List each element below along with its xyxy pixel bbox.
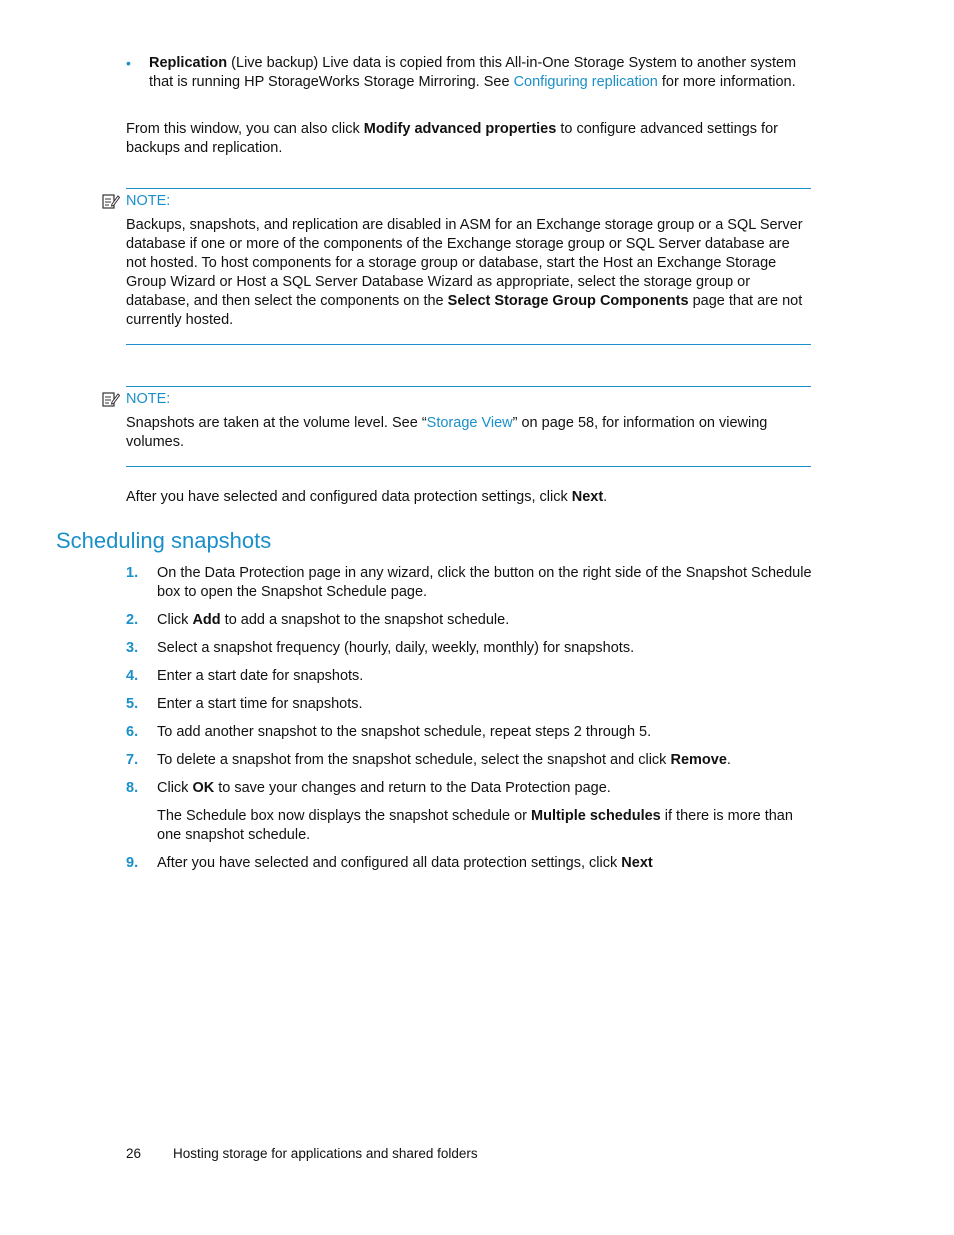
step-number: 8. bbox=[126, 780, 139, 796]
step-bold: Add bbox=[192, 612, 221, 628]
section-heading: Scheduling snapshots bbox=[56, 528, 272, 553]
paragraph-modify-advanced bbox=[126, 120, 816, 158]
step-text-part: to save your changes and return to the Data Protection page. bbox=[214, 780, 611, 796]
list-item bbox=[126, 667, 816, 686]
note-header bbox=[102, 191, 170, 211]
step-number: 6. bbox=[126, 724, 139, 740]
list-item bbox=[126, 723, 816, 742]
note-rule-top bbox=[126, 188, 811, 189]
note-text: Backups, snapshots, and replication are disabled in ASM for an Exchange storage group or a SQL Server database if one or more of the components of the Exchange storage group or SQL Server database are not hosted. To host components for a storage group or database, start the Host an Exchange Storage Group Wizard or Host a SQL Server Database Wizard as appropriate, select the storage group or database, and then select the components on the bbox=[126, 217, 803, 309]
note-pencil-icon bbox=[102, 391, 120, 407]
para-text: to configure advanced settings for backups and replication. bbox=[126, 121, 778, 156]
para-bold: Next bbox=[571, 489, 604, 505]
note-rule-top bbox=[126, 386, 811, 387]
step-text bbox=[157, 564, 816, 602]
step-text bbox=[157, 723, 816, 742]
note-body bbox=[126, 216, 811, 330]
note-label: NOTE: bbox=[126, 192, 171, 209]
note-body bbox=[126, 414, 811, 452]
note-box-2 bbox=[102, 386, 811, 470]
note-pencil-icon bbox=[102, 193, 120, 209]
list-item bbox=[126, 854, 816, 873]
step-text-part: The Schedule box now displays the snapshot schedule or bbox=[157, 808, 532, 824]
step-text-part: Click bbox=[157, 612, 193, 628]
step-text bbox=[157, 779, 816, 798]
configuring-replication-link[interactable]: Configuring replication bbox=[513, 74, 658, 90]
note-box-1 bbox=[102, 188, 811, 346]
step-text-part: Select a snapshot frequency (hourly, daily, weekly, monthly) for snapshots. bbox=[157, 640, 635, 656]
step-number: 2. bbox=[126, 612, 139, 628]
step-bold: Multiple schedules bbox=[531, 808, 661, 824]
step-text bbox=[157, 639, 816, 658]
note-rule-bottom bbox=[126, 466, 811, 467]
step-number: 3. bbox=[126, 640, 139, 656]
list-item bbox=[126, 639, 816, 658]
step-text-part: . bbox=[726, 752, 731, 768]
bullet-marker: • bbox=[126, 55, 131, 71]
bullet-text-part: for more information. bbox=[657, 74, 796, 90]
list-item bbox=[126, 751, 816, 770]
note-label: NOTE: bbox=[126, 390, 171, 407]
step-text-part: Enter a start time for snapshots. bbox=[157, 696, 363, 712]
para-text: After you have selected and configured data protection settings, click bbox=[126, 489, 572, 505]
page-footer bbox=[126, 1144, 478, 1163]
note-text: ” on page 58, for information on viewing volumes. bbox=[126, 415, 768, 450]
page-number: 26 bbox=[126, 1146, 142, 1161]
list-item bbox=[126, 695, 816, 714]
bullet-text bbox=[149, 54, 816, 92]
step-text bbox=[157, 751, 816, 770]
step-text-part: To delete a snapshot from the snapshot schedule, select the snapshot and click bbox=[157, 752, 671, 768]
step-text-part: To add another snapshot to the snapshot schedule, repeat steps 2 through 5. bbox=[157, 724, 652, 740]
note-rule-bottom bbox=[126, 344, 811, 345]
step-number: 9. bbox=[126, 855, 139, 871]
list-item bbox=[126, 779, 816, 845]
note-bold: Select Storage Group Components bbox=[447, 293, 689, 309]
list-item bbox=[126, 564, 816, 602]
step-text-part: On the Data Protection page in any wizard, click the button on the right side of the Snapshot Schedule box to open the Snapshot Schedule page. bbox=[157, 565, 812, 600]
step-bold: OK bbox=[192, 780, 215, 796]
para-text: . bbox=[603, 489, 608, 505]
step-text bbox=[157, 695, 816, 714]
steps-list bbox=[126, 564, 816, 882]
step-text bbox=[157, 854, 816, 873]
step-number: 7. bbox=[126, 752, 139, 768]
step-text-part: Click bbox=[157, 780, 193, 796]
step-number: 5. bbox=[126, 696, 139, 712]
bullet-text-part: (Live backup) Live data is copied from this All-in-One Storage System to another system that is running HP StorageWorks Storage Mirroring. See bbox=[149, 55, 797, 90]
paragraph-click-next bbox=[126, 488, 816, 507]
storage-view-link[interactable]: Storage View bbox=[426, 415, 513, 431]
step-number: 4. bbox=[126, 668, 139, 684]
bullet-item-replication bbox=[126, 54, 816, 92]
note-text: Snapshots are taken at the volume level. See “ bbox=[126, 415, 427, 431]
chapter-title: Hosting storage for applications and shared folders bbox=[173, 1146, 478, 1161]
step-number: 1. bbox=[126, 565, 139, 581]
step-bold: Next bbox=[621, 855, 653, 871]
bullet-lead: Replication bbox=[149, 55, 228, 71]
step-text-part: After you have selected and configured all data protection settings, click bbox=[157, 855, 622, 871]
step-continuation bbox=[157, 807, 816, 845]
step-text-part: if there is more than one snapshot schedule. bbox=[157, 808, 793, 843]
para-text: From this window, you can also click bbox=[126, 121, 364, 137]
step-text bbox=[157, 667, 816, 686]
step-text-part: Enter a start date for snapshots. bbox=[157, 668, 364, 684]
para-bold: Modify advanced properties bbox=[363, 121, 557, 137]
note-text: page that are not currently hosted. bbox=[126, 293, 803, 328]
note-header bbox=[102, 389, 170, 409]
list-item bbox=[126, 611, 816, 630]
step-text bbox=[157, 611, 816, 630]
step-text-part: to add a snapshot to the snapshot schedule. bbox=[220, 612, 510, 628]
step-bold: Remove bbox=[670, 752, 727, 768]
